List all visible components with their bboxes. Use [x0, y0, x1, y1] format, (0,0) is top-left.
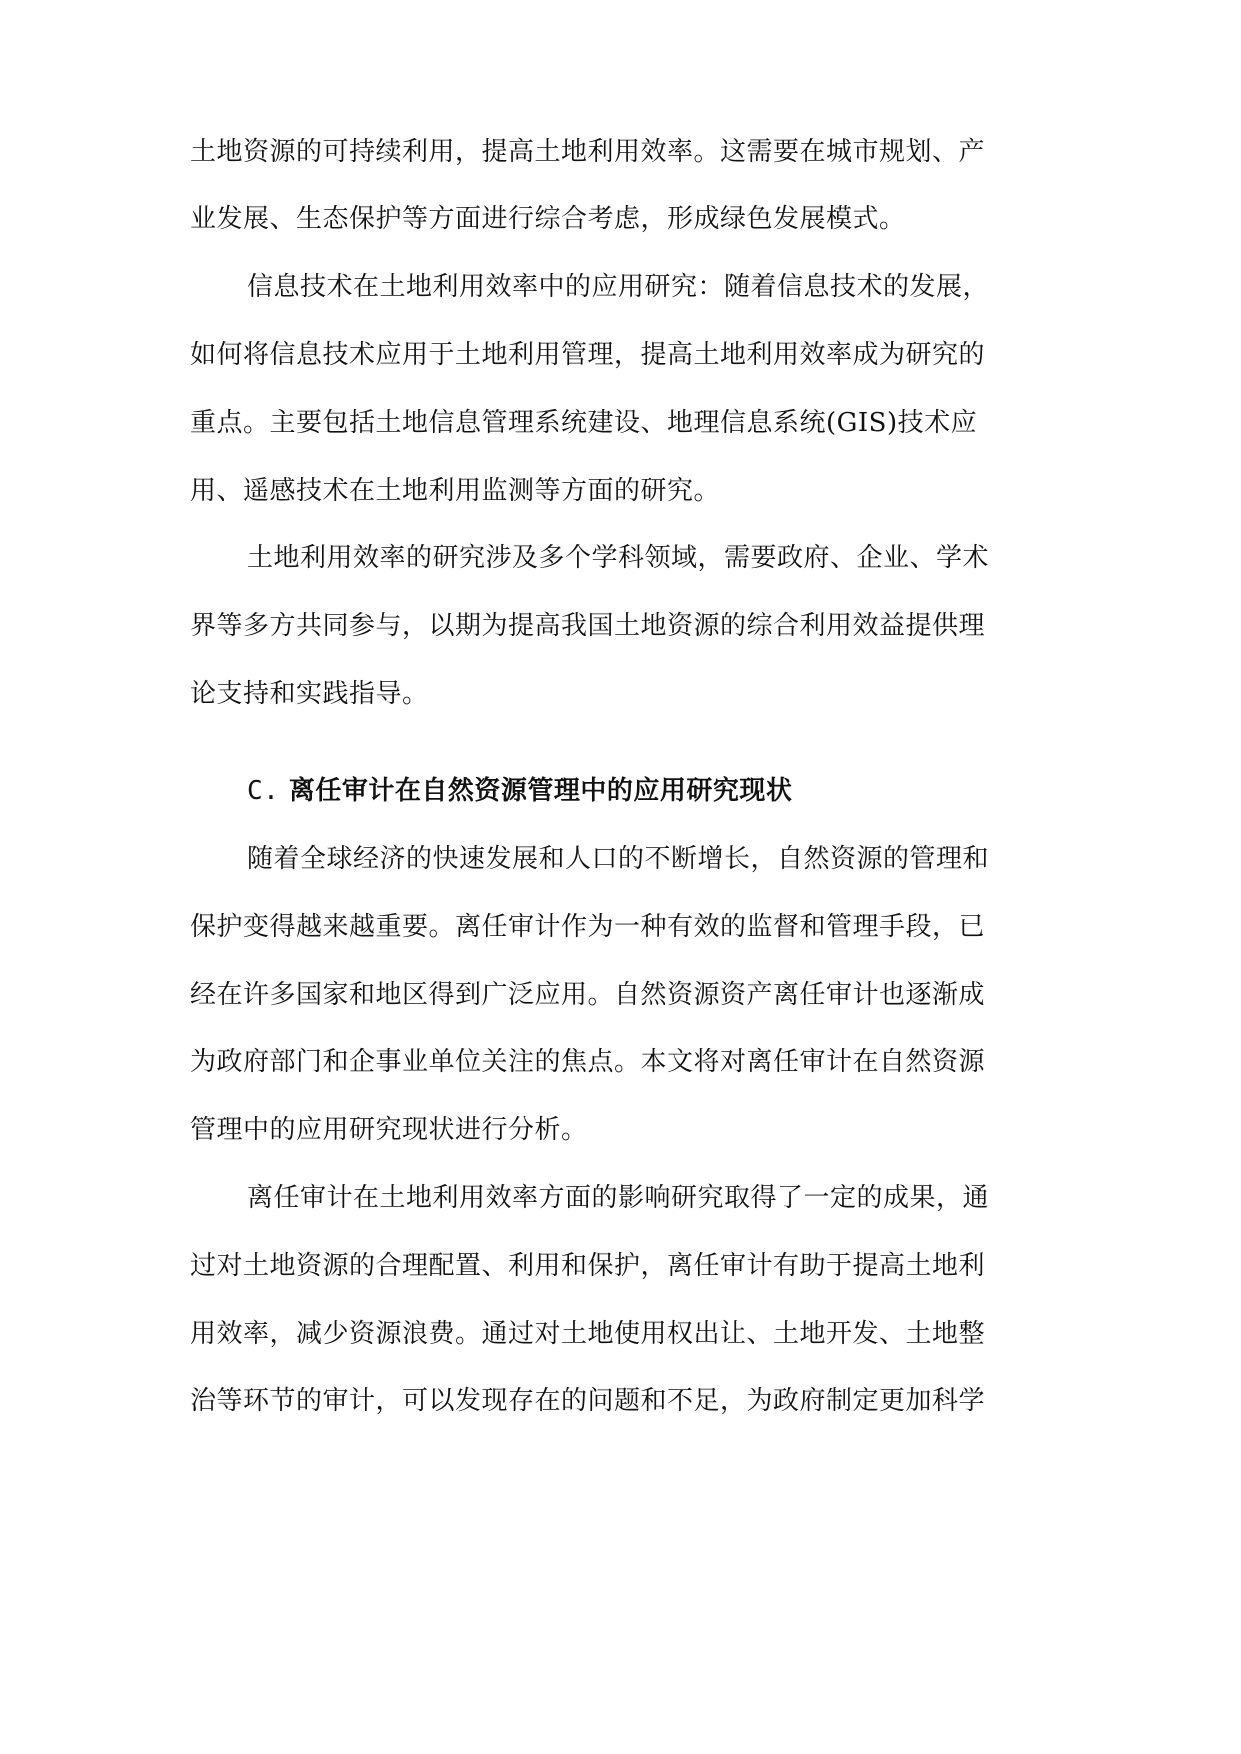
text-line: 土地利用效率的研究涉及多个学科领域，需要政府、企业、学术	[247, 543, 990, 573]
text-line: 离任审计在土地利用效率方面的影响研究取得了一定的成果，通	[247, 1183, 990, 1213]
text-line: 重点。主要包括土地信息管理系统建设、地理信息系统(GIS)技术应	[190, 408, 978, 438]
text-line: 治等环节的审计，可以发现存在的问题和不足，为政府制定更加科学	[190, 1386, 986, 1416]
text-line: 管理中的应用研究现状进行分析。	[190, 1115, 588, 1145]
text-line: 如何将信息技术应用于土地利用管理，提高土地利用效率成为研究的	[190, 340, 986, 370]
section-heading-label: C.	[247, 776, 280, 806]
text-line: 过对土地资源的合理配置、利用和保护，离任审计有助于提高土地利	[190, 1251, 986, 1281]
text-line: 用效率，减少资源浪费。通过对土地使用权出让、土地开发、土地整	[190, 1319, 986, 1349]
text-line: 信息技术在土地利用效率中的应用研究：随着信息技术的发展，	[247, 272, 990, 302]
text-line: 经在许多国家和地区得到广泛应用。自然资源资产离任审计也逐渐成	[190, 980, 986, 1010]
text-line: 界等多方共同参与，以期为提高我国土地资源的综合利用效益提供理	[190, 611, 986, 641]
text-line: 业发展、生态保护等方面进行综合考虑，形成绿色发展模式。	[190, 204, 906, 234]
text-line: 随着全球经济的快速发展和人口的不断增长，自然资源的管理和	[247, 844, 990, 874]
text-line: 保护变得越来越重要。离任审计作为一种有效的监督和管理手段，已	[190, 912, 986, 942]
section-heading-title: 离任审计在自然资源管理中的应用研究现状	[288, 776, 793, 806]
text-line: 土地资源的可持续利用，提高土地利用效率。这需要在城市规划、产	[190, 137, 986, 167]
section-heading	[247, 774, 792, 808]
text-line: 用、遥感技术在土地利用监测等方面的研究。	[190, 476, 721, 506]
text-line: 论支持和实践指导。	[190, 679, 429, 709]
text-line: 为政府部门和企事业单位关注的焦点。本文将对离任审计在自然资源	[190, 1047, 986, 1077]
